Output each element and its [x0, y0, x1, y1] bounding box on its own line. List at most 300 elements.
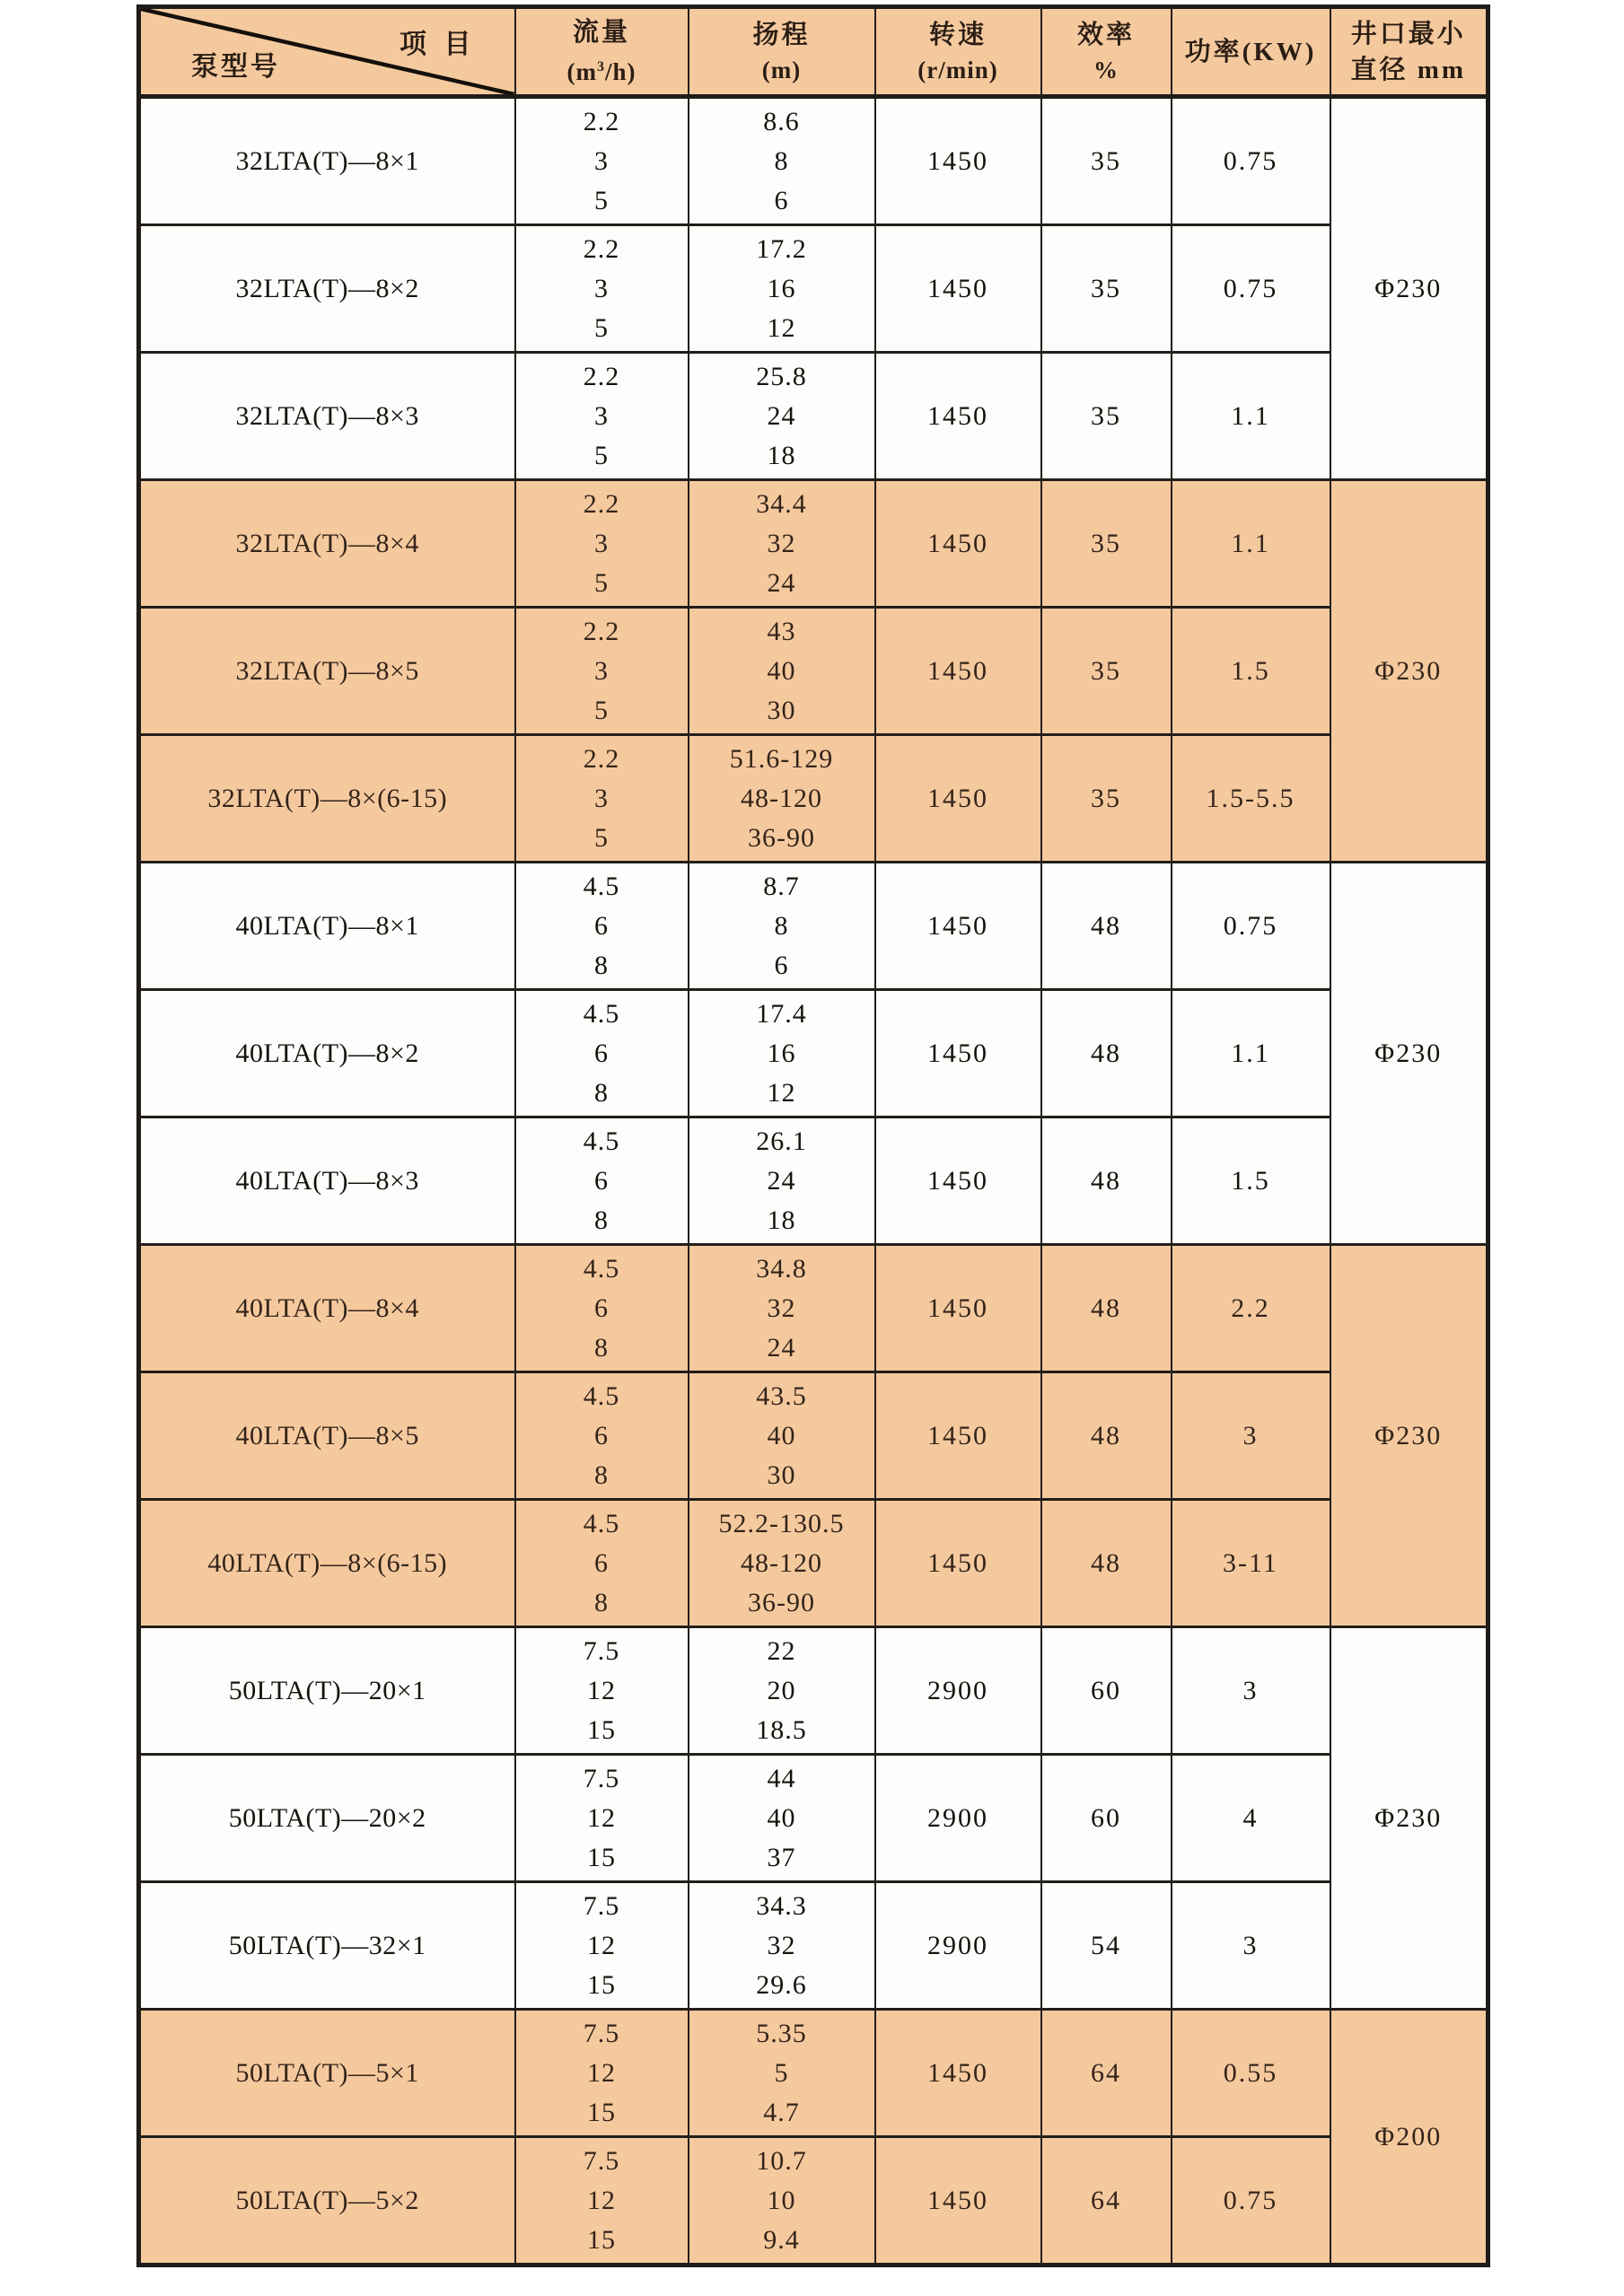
power-cell: [1172, 990, 1330, 1117]
model-cell: [139, 1372, 515, 1500]
speed-cell-value: 1450: [927, 1293, 988, 1323]
power-header-label: 功率(KW): [1184, 37, 1317, 66]
flow-value: 6: [594, 1547, 609, 1578]
head-value: 12: [767, 312, 796, 343]
head-value: 36-90: [748, 822, 815, 853]
speed-cell: [875, 863, 1041, 990]
efficiency-cell: [1041, 480, 1172, 608]
model-cell: [139, 225, 515, 353]
header-row: [139, 7, 1488, 97]
head-cell: [689, 735, 875, 863]
flow-value: 4.5: [583, 1253, 620, 1284]
table-row: [139, 1117, 1488, 1245]
efficiency-cell: [1041, 2010, 1172, 2137]
flow-value: 15: [587, 1969, 616, 2000]
flow-value: 3: [594, 400, 609, 431]
head-value: 8: [774, 910, 789, 941]
speed-cell-value: 1450: [927, 1038, 988, 1068]
model-cell: [139, 480, 515, 608]
head-value: 26.1: [756, 1126, 807, 1156]
power-cell: [1172, 1117, 1330, 1245]
head-cell: [689, 353, 875, 480]
efficiency-cell-value: 35: [1091, 400, 1121, 431]
flow-value: 7.5: [583, 1763, 620, 1793]
flow-cell: [515, 1372, 689, 1500]
speed-cell: [875, 990, 1041, 1117]
table-row: [139, 480, 1488, 608]
flow-cell: [515, 735, 689, 863]
speed-cell: [875, 2137, 1041, 2265]
speed-cell: [875, 735, 1041, 863]
power-cell-value: 0.75: [1223, 145, 1278, 176]
col-header-flow: [515, 7, 689, 97]
flow-unit-prefix: (m: [566, 58, 597, 85]
table-row: [139, 863, 1488, 990]
power-cell: [1172, 1372, 1330, 1500]
flow-value: 5: [594, 822, 609, 853]
head-header-unit: (m): [761, 56, 802, 83]
flow-value: 2.2: [583, 361, 620, 391]
efficiency-cell: [1041, 863, 1172, 990]
efficiency-cell: [1041, 735, 1172, 863]
flow-value: 12: [587, 1930, 616, 1960]
flow-header-unit: [516, 50, 688, 89]
flow-value: 3: [594, 783, 609, 813]
power-cell-value: 3: [1242, 1675, 1259, 1705]
diameter-cell: [1330, 1245, 1488, 1627]
model-cell: [139, 735, 515, 863]
diameter-cell: [1330, 480, 1488, 863]
efficiency-cell: [1041, 353, 1172, 480]
table-row: [139, 1372, 1488, 1500]
power-cell: [1172, 1755, 1330, 1882]
head-value: 30: [767, 1459, 796, 1490]
efficiency-cell-value: 48: [1091, 1038, 1121, 1068]
table-row: [139, 225, 1488, 353]
model-label: 40LTA(T)—8×5: [235, 1420, 419, 1450]
efficiency-cell-value: 64: [1091, 2185, 1121, 2215]
flow-value: 2.2: [583, 616, 620, 646]
efficiency-cell: [1041, 1245, 1172, 1372]
speed-cell: [875, 480, 1041, 608]
flow-value: 5: [594, 312, 609, 343]
head-value: 48-120: [741, 1547, 822, 1578]
head-value: 10: [767, 2185, 796, 2215]
table-row: [139, 1245, 1488, 1372]
power-cell: [1172, 353, 1330, 480]
efficiency-cell: [1041, 1372, 1172, 1500]
speed-cell: [875, 608, 1041, 735]
head-value: 8.7: [763, 871, 800, 901]
col-header-efficiency: [1041, 7, 1172, 97]
head-value: 34.4: [756, 488, 807, 519]
flow-cell: [515, 1117, 689, 1245]
diameter-cell: [1330, 2010, 1488, 2265]
speed-cell: [875, 1372, 1041, 1500]
head-value: 16: [767, 273, 796, 303]
flow-value: 8: [594, 1332, 609, 1363]
model-cell: [139, 990, 515, 1117]
efficiency-cell: [1041, 1755, 1172, 1882]
col-header-power: [1172, 7, 1330, 97]
flow-cell: [515, 97, 689, 225]
head-value: 20: [767, 1675, 796, 1705]
model-label: 32LTA(T)—8×5: [235, 655, 419, 686]
flow-value: 8: [594, 1205, 609, 1235]
flow-value: 2.2: [583, 233, 620, 264]
diameter-value: Φ230: [1374, 273, 1443, 303]
head-cell: [689, 1372, 875, 1500]
head-value: 51.6-129: [729, 743, 834, 774]
diameter-value: Φ230: [1374, 1802, 1443, 1833]
diameter-value: Φ230: [1374, 1038, 1443, 1068]
head-value: 43.5: [756, 1380, 807, 1411]
col-header-head: [689, 7, 875, 97]
col-header-diameter: [1330, 7, 1488, 97]
speed-cell-value: 1450: [927, 273, 988, 303]
table-body: [139, 97, 1488, 2265]
model-cell: [139, 863, 515, 990]
head-value: 43: [767, 616, 796, 646]
efficiency-cell-value: 54: [1091, 1930, 1121, 1960]
efficiency-cell-value: 48: [1091, 910, 1121, 941]
flow-value: 6: [594, 1038, 609, 1068]
model-label: 40LTA(T)—8×(6-15): [207, 1547, 448, 1578]
power-cell: [1172, 608, 1330, 735]
head-cell: [689, 1627, 875, 1755]
head-value: 36-90: [748, 1587, 815, 1617]
model-label: 40LTA(T)—8×1: [235, 910, 419, 941]
pump-spec-table: [136, 4, 1490, 2267]
flow-value: 3: [594, 273, 609, 303]
flow-cell: [515, 2137, 689, 2265]
head-cell: [689, 1500, 875, 1627]
flow-value: 15: [587, 1842, 616, 1872]
speed-cell-value: 1450: [927, 528, 988, 558]
speed-cell: [875, 97, 1041, 225]
flow-value: 2.2: [583, 488, 620, 519]
efficiency-cell-value: 64: [1091, 2057, 1121, 2088]
model-cell: [139, 97, 515, 225]
power-cell: [1172, 2010, 1330, 2137]
head-value: 40: [767, 1802, 796, 1833]
head-value: 37: [767, 1842, 796, 1872]
flow-value: 12: [587, 2057, 616, 2088]
efficiency-cell: [1041, 225, 1172, 353]
table-row: [139, 1500, 1488, 1627]
table-row: [139, 735, 1488, 863]
flow-value: 3: [594, 655, 609, 686]
power-cell: [1172, 480, 1330, 608]
model-label: 32LTA(T)—8×2: [235, 273, 419, 303]
flow-value: 5: [594, 440, 609, 470]
head-header-label: 扬程: [752, 20, 811, 49]
power-cell: [1172, 1627, 1330, 1755]
efficiency-cell-value: 60: [1091, 1675, 1121, 1705]
head-cell: [689, 1882, 875, 2010]
flow-cell: [515, 353, 689, 480]
head-value: 18.5: [756, 1714, 807, 1745]
power-cell-value: 1.5-5.5: [1206, 783, 1295, 813]
model-cell: [139, 1627, 515, 1755]
head-cell: [689, 2010, 875, 2137]
speed-header-label: 转速: [928, 20, 987, 49]
head-value: 4.7: [763, 2097, 800, 2127]
table-row: [139, 353, 1488, 480]
power-cell-value: 0.75: [1223, 2185, 1278, 2215]
power-cell-value: 0.55: [1223, 2057, 1278, 2088]
head-value: 32: [767, 1930, 796, 1960]
head-value: 6: [774, 185, 789, 215]
head-value: 52.2-130.5: [718, 1508, 845, 1538]
head-value: 24: [767, 400, 796, 431]
flow-cell: [515, 608, 689, 735]
speed-cell: [875, 1755, 1041, 1882]
speed-cell-value: 1450: [927, 145, 988, 176]
head-value: 5.35: [756, 2018, 807, 2048]
diameter-cell: [1330, 97, 1488, 480]
head-value: 29.6: [756, 1969, 807, 2000]
flow-cell: [515, 2010, 689, 2137]
model-label: 32LTA(T)—8×3: [235, 400, 419, 431]
speed-cell-value: 2900: [927, 1675, 988, 1705]
speed-cell-value: 1450: [927, 655, 988, 686]
speed-cell-value: 1450: [927, 1547, 988, 1578]
model-label: 40LTA(T)—8×4: [235, 1293, 419, 1323]
diameter-value: Φ230: [1374, 655, 1443, 686]
power-cell-value: 3: [1242, 1930, 1259, 1960]
speed-cell-value: 1450: [927, 1420, 988, 1450]
head-value: 18: [767, 1205, 796, 1235]
flow-cell: [515, 1500, 689, 1627]
power-cell: [1172, 1245, 1330, 1372]
power-cell: [1172, 2137, 1330, 2265]
flow-value: 5: [594, 567, 609, 598]
efficiency-header-label: 效率: [1076, 20, 1135, 49]
head-value: 40: [767, 1420, 796, 1450]
diameter-cell: [1330, 1627, 1488, 2010]
efficiency-cell: [1041, 608, 1172, 735]
efficiency-cell-value: 48: [1091, 1165, 1121, 1196]
flow-value: 6: [594, 1165, 609, 1196]
flow-cell: [515, 225, 689, 353]
model-label: 50LTA(T)—20×1: [228, 1675, 426, 1705]
flow-value: 12: [587, 2185, 616, 2215]
power-cell-value: 1.5: [1231, 1165, 1270, 1196]
flow-value: 6: [594, 910, 609, 941]
table-row: [139, 1755, 1488, 1882]
speed-cell: [875, 1117, 1041, 1245]
head-value: 22: [767, 1635, 796, 1666]
head-value: 32: [767, 528, 796, 558]
power-cell-value: 3-11: [1223, 1547, 1278, 1578]
head-value: 5: [774, 2057, 789, 2088]
head-value: 34.3: [756, 1890, 807, 1921]
head-value: 6: [774, 950, 789, 980]
flow-cell: [515, 480, 689, 608]
table-row: [139, 608, 1488, 735]
efficiency-cell: [1041, 1882, 1172, 2010]
efficiency-cell-value: 48: [1091, 1547, 1121, 1578]
head-cell: [689, 608, 875, 735]
power-cell: [1172, 863, 1330, 990]
head-value: 25.8: [756, 361, 807, 391]
model-cell: [139, 353, 515, 480]
model-label: 40LTA(T)—8×3: [235, 1165, 419, 1196]
flow-value: 7.5: [583, 2145, 620, 2176]
flow-cell: [515, 1882, 689, 2010]
speed-cell-value: 2900: [927, 1930, 988, 1960]
speed-cell: [875, 1500, 1041, 1627]
head-value: 10.7: [756, 2145, 807, 2176]
table-row: [139, 2010, 1488, 2137]
head-value: 12: [767, 1077, 796, 1108]
table-row: [139, 990, 1488, 1117]
head-value: 24: [767, 567, 796, 598]
speed-cell-value: 1450: [927, 2185, 988, 2215]
speed-header-unit: (r/min): [917, 56, 998, 83]
flow-cell: [515, 863, 689, 990]
head-value: 48-120: [741, 783, 822, 813]
head-cell: [689, 863, 875, 990]
power-cell: [1172, 1500, 1330, 1627]
head-value: 34.8: [756, 1253, 807, 1284]
model-cell: [139, 2010, 515, 2137]
head-cell: [689, 2137, 875, 2265]
model-cell: [139, 1245, 515, 1372]
model-cell: [139, 1755, 515, 1882]
model-label: 50LTA(T)—32×1: [228, 1930, 426, 1960]
power-cell: [1172, 225, 1330, 353]
table-row: [139, 97, 1488, 225]
efficiency-cell-value: 48: [1091, 1420, 1121, 1450]
flow-header-label: 流量: [572, 18, 630, 47]
head-value: 30: [767, 695, 796, 725]
flow-value: 4.5: [583, 998, 620, 1029]
diameter-cell: [1330, 863, 1488, 1245]
efficiency-cell: [1041, 1117, 1172, 1245]
power-cell-value: 0.75: [1223, 273, 1278, 303]
flow-value: 12: [587, 1675, 616, 1705]
model-cell: [139, 1117, 515, 1245]
flow-value: 3: [594, 528, 609, 558]
head-value: 8: [774, 145, 789, 176]
flow-cell: [515, 1755, 689, 1882]
flow-value: 5: [594, 695, 609, 725]
flow-value: 8: [594, 1077, 609, 1108]
power-cell-value: 1.1: [1231, 528, 1270, 558]
model-label: 32LTA(T)—8×1: [235, 145, 419, 176]
speed-cell: [875, 1627, 1041, 1755]
head-value: 17.4: [756, 998, 807, 1029]
efficiency-cell: [1041, 2137, 1172, 2265]
head-value: 24: [767, 1332, 796, 1363]
model-label: 50LTA(T)—5×1: [235, 2057, 419, 2088]
model-label: 40LTA(T)—8×2: [235, 1038, 419, 1068]
head-value: 24: [767, 1165, 796, 1196]
flow-unit-suffix: /h): [604, 58, 636, 85]
flow-value: 6: [594, 1293, 609, 1323]
corner-label-item: 项 目: [399, 30, 477, 59]
head-cell: [689, 990, 875, 1117]
head-cell: [689, 1245, 875, 1372]
flow-unit-sup: 3: [596, 59, 605, 74]
power-cell-value: 0.75: [1223, 910, 1278, 941]
speed-cell-value: 1450: [927, 910, 988, 941]
efficiency-cell-value: 35: [1091, 145, 1121, 176]
speed-cell: [875, 1882, 1041, 2010]
speed-cell-value: 1450: [927, 400, 988, 431]
flow-value: 15: [587, 2224, 616, 2255]
flow-cell: [515, 1245, 689, 1372]
efficiency-cell-value: 35: [1091, 273, 1121, 303]
model-cell: [139, 1500, 515, 1627]
head-value: 44: [767, 1763, 796, 1793]
flow-value: 2.2: [583, 106, 620, 136]
power-cell-value: 2.2: [1231, 1293, 1270, 1323]
head-cell: [689, 97, 875, 225]
power-cell: [1172, 1882, 1330, 2010]
flow-cell: [515, 1627, 689, 1755]
efficiency-cell-value: 35: [1091, 783, 1121, 813]
diameter-header-line2: 直径 mm: [1350, 55, 1467, 84]
head-value: 32: [767, 1293, 796, 1323]
table-row: [139, 2137, 1488, 2265]
speed-cell: [875, 2010, 1041, 2137]
head-value: 9.4: [763, 2224, 800, 2255]
flow-value: 15: [587, 2097, 616, 2127]
power-cell-value: 1.5: [1231, 655, 1270, 686]
speed-cell-value: 1450: [927, 1165, 988, 1196]
flow-value: 7.5: [583, 1890, 620, 1921]
speed-cell-value: 1450: [927, 783, 988, 813]
efficiency-cell: [1041, 1627, 1172, 1755]
speed-cell: [875, 1245, 1041, 1372]
efficiency-cell-value: 35: [1091, 655, 1121, 686]
efficiency-cell: [1041, 1500, 1172, 1627]
efficiency-cell: [1041, 990, 1172, 1117]
efficiency-cell-value: 60: [1091, 1802, 1121, 1833]
model-label: 50LTA(T)—5×2: [235, 2185, 419, 2215]
flow-value: 4.5: [583, 1508, 620, 1538]
head-value: 40: [767, 655, 796, 686]
flow-cell: [515, 990, 689, 1117]
table-row: [139, 1882, 1488, 2010]
head-value: 16: [767, 1038, 796, 1068]
diameter-value: Φ200: [1374, 2121, 1443, 2151]
flow-value: 4.5: [583, 1126, 620, 1156]
corner-header-cell: [139, 7, 515, 97]
flow-value: 8: [594, 950, 609, 980]
power-cell-value: 1.1: [1231, 1038, 1270, 1068]
table-row: [139, 1627, 1488, 1755]
head-cell: [689, 1755, 875, 1882]
model-label: 32LTA(T)—8×(6-15): [207, 783, 448, 813]
speed-cell: [875, 353, 1041, 480]
power-cell-value: 1.1: [1231, 400, 1270, 431]
head-value: 8.6: [763, 106, 800, 136]
flow-value: 12: [587, 1802, 616, 1833]
power-cell-value: 3: [1242, 1420, 1259, 1450]
model-cell: [139, 608, 515, 735]
flow-value: 7.5: [583, 2018, 620, 2048]
head-value: 17.2: [756, 233, 807, 264]
power-cell-value: 4: [1242, 1802, 1259, 1833]
model-cell: [139, 1882, 515, 2010]
col-header-speed: [875, 7, 1041, 97]
flow-value: 4.5: [583, 871, 620, 901]
speed-cell-value: 2900: [927, 1802, 988, 1833]
